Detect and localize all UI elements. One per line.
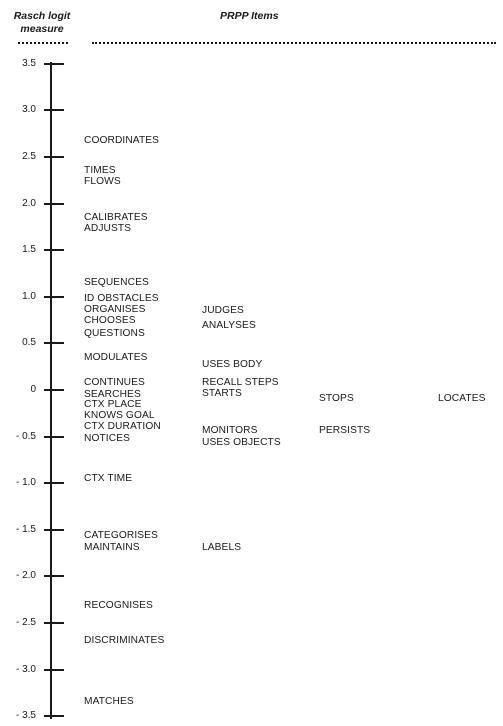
item-label: TIMES <box>84 164 116 176</box>
item-label: QUESTIONS <box>84 328 145 340</box>
axis-tick-label: 1.5 <box>22 244 36 256</box>
axis-tick <box>44 715 64 717</box>
axis-tick-label: - 0.5 <box>15 430 36 442</box>
item-label: RECOGNISES <box>84 600 153 612</box>
item-label: CTX DURATION <box>84 421 161 433</box>
item-label: STOPS <box>319 393 354 405</box>
axis-tick <box>44 156 64 158</box>
item-label: DISCRIMINATES <box>84 634 165 646</box>
axis-title-line2: measure <box>20 23 64 35</box>
axis-tick-label: 0.5 <box>22 337 36 349</box>
item-label: CTX PLACE <box>84 398 142 410</box>
axis-title-line1: Rasch logit <box>13 10 71 22</box>
item-label: CHOOSES <box>84 315 136 327</box>
axis-tick-label: 3.0 <box>22 104 36 116</box>
axis-tick <box>44 63 64 65</box>
axis-tick <box>44 109 64 111</box>
item-label: STARTS <box>202 387 242 399</box>
item-label: ADJUSTS <box>84 222 132 234</box>
item-label: SEARCHES <box>84 388 141 400</box>
item-label: PERSISTS <box>319 425 371 436</box>
axis-tick <box>44 575 64 577</box>
item-label: USES OBJECTS <box>202 437 281 449</box>
axis-tick-label: 2.5 <box>22 151 36 162</box>
axis-tick <box>44 529 64 531</box>
axis-tick <box>44 669 64 671</box>
axis-tick <box>44 622 64 624</box>
item-label: JUDGES <box>202 304 244 316</box>
items-header-divider <box>92 42 496 44</box>
item-label: ID OBSTACLES <box>84 292 159 304</box>
item-label: CATEGORISES <box>84 530 158 542</box>
item-label: MODULATES <box>84 352 148 364</box>
axis-tick-label: - 1.0 <box>15 477 36 489</box>
item-label: MONITORS <box>202 425 258 436</box>
axis-tick-label: 0 <box>30 384 36 395</box>
item-label: MATCHES <box>84 696 134 708</box>
axis-tick-label: - 2.5 <box>15 617 36 628</box>
axis-tick-label: - 2.0 <box>15 570 36 582</box>
axis-tick-label: 3.5 <box>22 57 36 69</box>
item-label: LOCATES <box>438 393 486 405</box>
axis-tick-label: - 3.5 <box>15 710 36 722</box>
items-title: PRPP Items <box>220 10 279 22</box>
axis-tick <box>44 342 64 344</box>
axis-tick <box>44 482 64 484</box>
item-label: LABELS <box>202 542 242 554</box>
item-label: NOTICES <box>84 433 130 445</box>
item-label: USES BODY <box>202 358 263 370</box>
axis-tick <box>44 436 64 438</box>
axis-tick <box>44 296 64 298</box>
item-label: CONTINUES <box>84 377 145 389</box>
item-label: KNOWS GOAL <box>84 410 155 422</box>
axis-tick <box>44 203 64 205</box>
item-label: MAINTAINS <box>84 542 140 554</box>
item-label: COORDINATES <box>84 135 160 147</box>
item-label: ORGANISES <box>84 303 146 315</box>
axis-header-divider <box>18 42 68 44</box>
axis-tick <box>44 389 64 391</box>
item-label: RECALL STEPS <box>202 377 279 389</box>
axis-tick-label: - 1.5 <box>15 523 36 535</box>
item-label: ANALYSES <box>202 319 256 331</box>
axis-tick <box>44 249 64 251</box>
item-label: FLOWS <box>84 176 121 188</box>
axis-tick-label: 1.0 <box>22 290 36 302</box>
axis-tick-label: 2.0 <box>22 197 36 209</box>
item-label: SEQUENCES <box>84 276 149 288</box>
axis-tick-label: - 3.0 <box>15 663 36 675</box>
item-label: CALIBRATES <box>84 211 148 223</box>
item-label: CTX TIME <box>84 473 133 485</box>
